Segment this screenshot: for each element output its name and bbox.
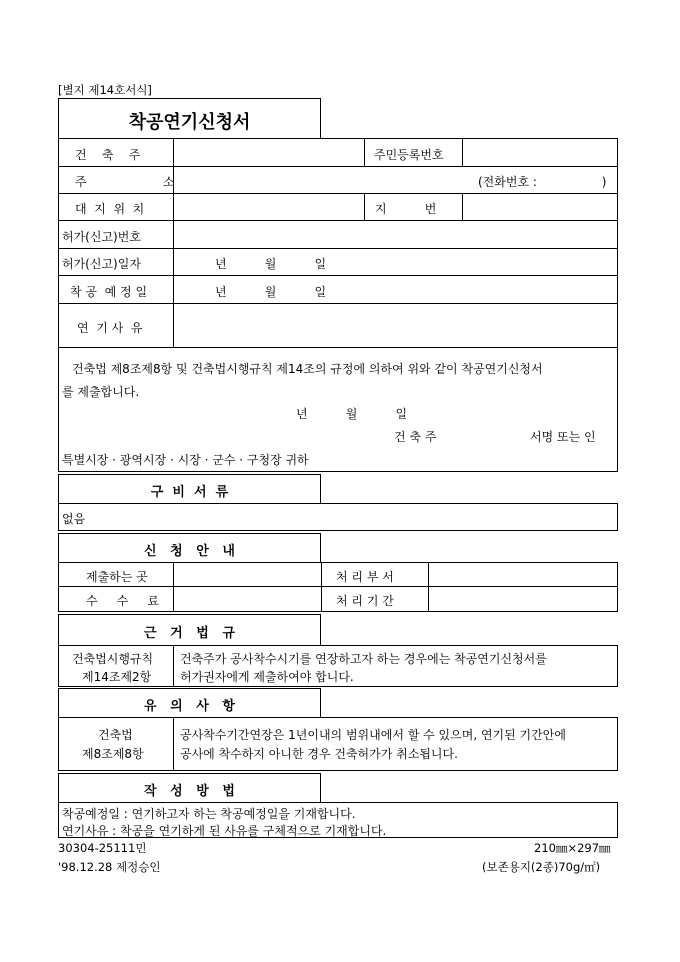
rrn-field[interactable] [463, 139, 617, 165]
phone-label: (전화번호 : ) [478, 175, 607, 189]
method-line-1: 착공예정일 : 연기하고자 하는 착공예정일을 기재합니다. [62, 807, 356, 821]
method-header: 작 성 방 법 [144, 784, 235, 799]
address-label: 주 소 [75, 175, 175, 189]
law-label-2: 제14조제2항 [82, 670, 152, 684]
owner-field[interactable] [174, 139, 363, 165]
owner-label: 건 축 주 [75, 148, 141, 162]
page-title: 착공연기신청서 [128, 112, 251, 133]
signature-field[interactable]: 서명 또는 인 [530, 430, 596, 444]
lot-label: 지 번 [375, 202, 437, 216]
notes-text-2: 공사에 착수하지 아니한 경우 건축허가가 취소됩니다. [180, 747, 458, 761]
site-label: 대 지 위 치 [75, 202, 145, 216]
notes-label-1: 건축법 [98, 728, 133, 742]
footer-size: 210㎜×297㎜ [534, 841, 611, 855]
notes-header: 유 의 사 항 [144, 699, 235, 714]
form-code: [별지 제14호서식] [58, 83, 152, 97]
statement-owner: 건 축 주 [394, 430, 437, 444]
permit-date-field[interactable]: 년 월 일 [215, 257, 327, 271]
footer-approval: '98.12.28 제정승인 [58, 860, 161, 874]
recipient-line: 특별시장 · 광역시장 · 시장 · 군수 · 구청장 귀하 [62, 453, 309, 467]
notes-text-1: 공사착수기간연장은 1년이내의 범위내에서 할 수 있으며, 연기된 기간안에 [180, 728, 566, 742]
permit-no-field[interactable] [174, 221, 617, 247]
legal-header: 근 거 법 규 [144, 626, 235, 641]
notes-label-2: 제8조제8항 [82, 747, 144, 761]
guide-header: 신 청 안 내 [144, 544, 235, 559]
law-label-1: 건축법시행규칙 [72, 652, 154, 666]
law-text-2: 허가권자에게 제출하여야 합니다. [180, 670, 354, 684]
submit-label: 제출하는 곳 [86, 570, 148, 584]
dept-label: 처 리 부 서 [336, 570, 394, 584]
fee-label: 수 수 료 [86, 594, 159, 608]
permit-no-label: 허가(신고)번호 [62, 230, 141, 244]
documents-header: 구 비 서 류 [150, 485, 229, 500]
law-text-1: 건축주가 공사착수시기를 연장하고자 하는 경우에는 착공연기신청서를 [180, 652, 547, 666]
start-date-label: 착 공 예 정 일 [70, 285, 148, 299]
site-field[interactable] [174, 194, 363, 219]
start-date-field[interactable]: 년 월 일 [215, 285, 327, 299]
reason-label: 연 기 사 유 [77, 321, 143, 335]
permit-date-label: 허가(신고)일자 [62, 257, 141, 271]
period-label: 처 리 기 간 [336, 594, 394, 608]
footer-paper: (보존용지(2종)70g/㎡) [482, 860, 601, 874]
statement-line-1: 건축법 제8조제8항 및 건축법시행규칙 제14조의 규정에 의하여 위와 같이 착공연기신청서 [72, 362, 543, 376]
method-line-2: 연기사유 : 착공을 연기하게 된 사유를 구체적으로 기재합니다. [62, 824, 387, 838]
documents-box [58, 503, 618, 531]
statement-line-2: 를 제출합니다. [62, 385, 140, 399]
documents-value: 없음 [62, 512, 86, 526]
lot-field[interactable] [463, 194, 617, 219]
footer-code: 30304-25111민 [58, 841, 147, 855]
address-field[interactable] [174, 167, 474, 192]
rrn-label: 주민등록번호 [374, 148, 444, 162]
reason-field[interactable] [174, 304, 617, 346]
statement-date: 년 월 일 [296, 407, 408, 421]
